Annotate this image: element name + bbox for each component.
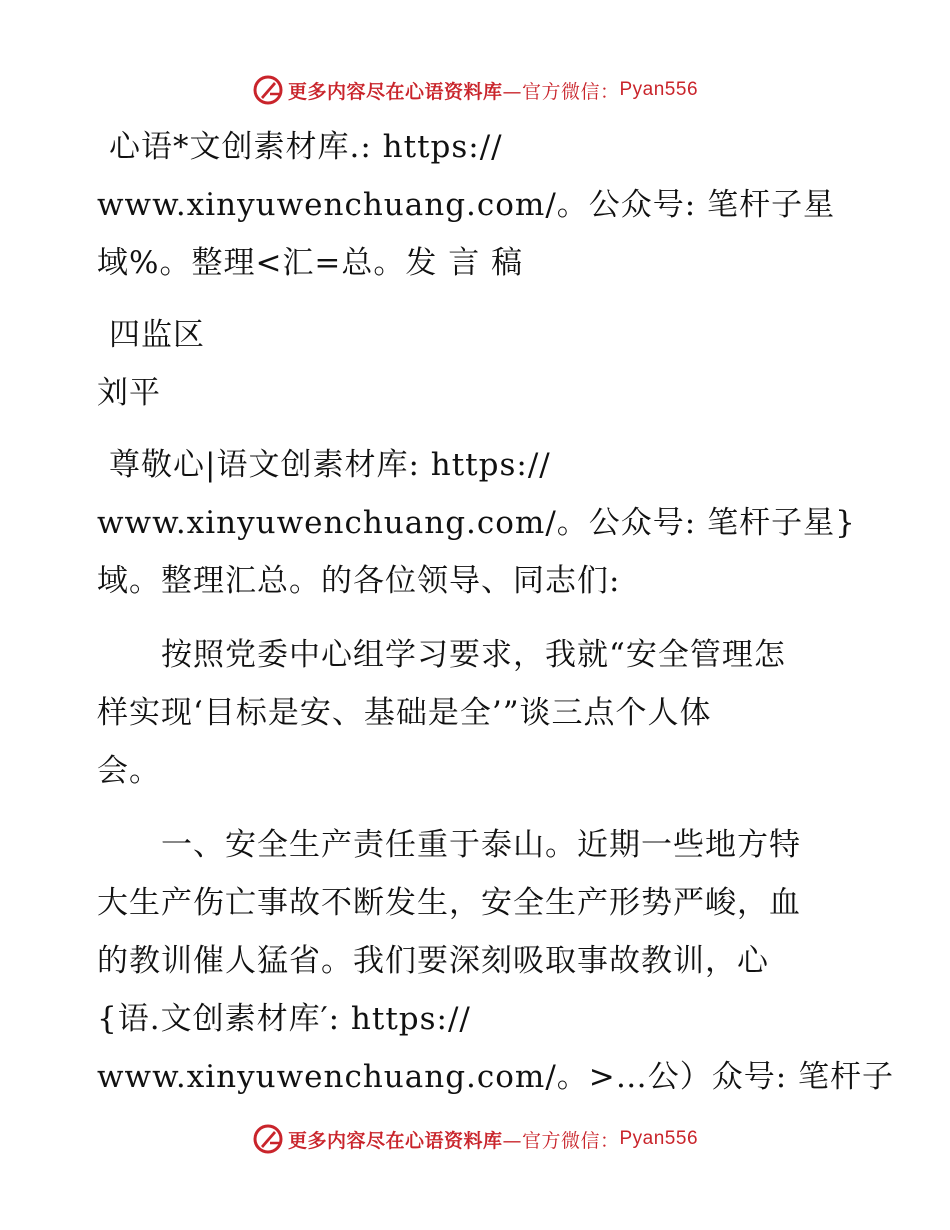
text-line: 心语*文创素材库.: https:// (109, 129, 503, 165)
paragraph-line: 的教训催人猛省。我们要深刻吸取事故教训，心 (97, 943, 769, 979)
paragraph-line: 一、安全生产责任重于泰山。近期一些地方特 (161, 827, 801, 863)
paragraph-line: 会。 (97, 753, 161, 789)
quill-logo-icon (252, 1123, 284, 1155)
author-line: 刘平 (97, 375, 161, 411)
banner-main-text: 更多内容尽在心语资料库 (287, 80, 503, 103)
paragraph-line: {语.文创素材库′: https:// (97, 1001, 471, 1037)
salutation-line: 域。整理汇总。的各位领导、同志们: (97, 563, 621, 599)
text-line: 域%。整理<汇=总。发 言 稿 (97, 245, 524, 281)
banner-wechat-id: Pyan556 (619, 1128, 699, 1149)
paragraph-line: www.xinyuwenchuang.com/。>…公）众号: 笔杆子 (97, 1059, 895, 1095)
department-line: 四监区 (109, 317, 205, 353)
paragraph-line: 按照党委中心组学习要求，我就“安全管理怎 (161, 637, 786, 673)
paragraph-line: 大生产伤亡事故不断发生，安全生产形势严峻，血 (97, 885, 801, 921)
text-line: www.xinyuwenchuang.com/。公众号: 笔杆子星} (97, 505, 856, 541)
document-body (97, 118, 895, 1106)
text-line: 尊敬心|语文创素材库: https:// (109, 447, 551, 483)
paragraph-line: 样实现‘目标是安、基础是全’”谈三点个人体 (97, 695, 712, 731)
header-watermark-banner (0, 70, 950, 110)
banner-main-text: 更多内容尽在心语资料库 (287, 1129, 503, 1152)
footer-watermark-banner (0, 1119, 950, 1159)
text-line: www.xinyuwenchuang.com/。公众号: 笔杆子星 (97, 187, 836, 223)
banner-wechat-id: Pyan556 (619, 79, 699, 100)
banner-sub-text: —官方微信： (502, 1129, 620, 1152)
quill-logo-icon (252, 74, 284, 106)
banner-sub-text: —官方微信： (502, 80, 620, 103)
